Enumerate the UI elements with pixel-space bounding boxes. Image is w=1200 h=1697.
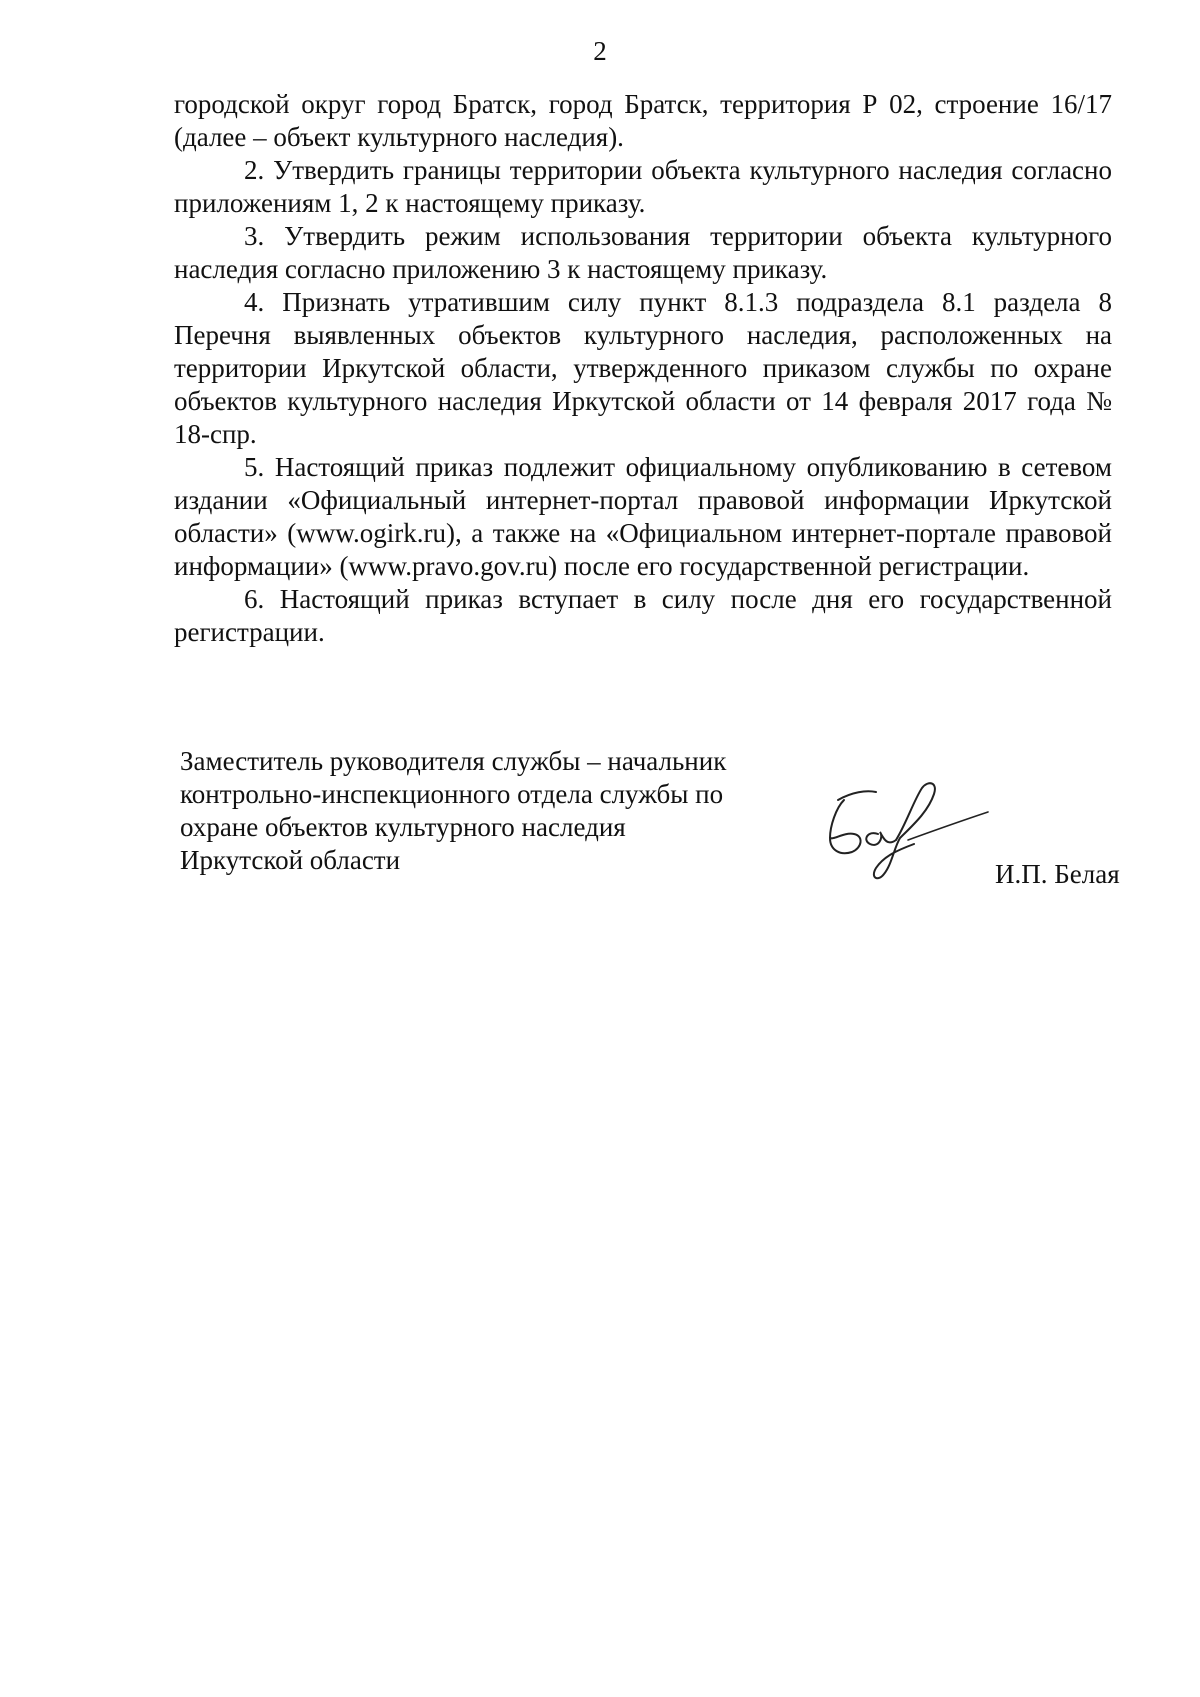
position-line-2: контрольно-инспекционного отдела службы по	[180, 779, 724, 809]
page-number: 2	[593, 36, 607, 66]
signatory-position	[180, 745, 780, 877]
handwritten-signature	[818, 778, 998, 898]
position-line-1: Заместитель руководителя службы – начальник	[180, 746, 727, 776]
position-line-3: охране объектов культурного наследия	[180, 812, 626, 842]
paragraph-item-2: 2. Утвердить границы территории объекта культурного наследия согласно приложениям 1, 2 к настоящему приказу.	[174, 155, 1112, 218]
document-body	[174, 88, 1112, 649]
paragraph-item-3: 3. Утвердить режим использования территории объекта культурного наследия согласно приложению 3 к настоящему приказу.	[174, 221, 1112, 284]
paragraph-item-5: 5. Настоящий приказ подлежит официальному опубликованию в сетевом издании «Официальный интернет-портал правовой информации Иркутской области» (www.ogirk.ru), а также на «Официальном интернет-портале правовой информации» (www.pravo.gov.ru) после его государственной регистрации.	[174, 452, 1112, 581]
paragraph-item-4: 4. Признать утратившим силу пункт 8.1.3 подраздела 8.1 раздела 8 Перечня выявленных объектов культурного наследия, расположенных на территории Иркутской области, утвержденного приказом службы по охране объектов культурного наследия Иркутской области от 14 февраля 2017 года № 18-спр.	[174, 287, 1112, 449]
signer-name: И.П. Белая	[995, 859, 1120, 889]
paragraph-continuation: городской округ город Братск, город Братск, территория Р 02, строение 16/17 (далее – объект культурного наследия).	[174, 89, 1112, 152]
paragraph-item-6: 6. Настоящий приказ вступает в силу после дня его государственной регистрации.	[174, 584, 1112, 647]
position-line-4: Иркутской области	[180, 845, 401, 875]
